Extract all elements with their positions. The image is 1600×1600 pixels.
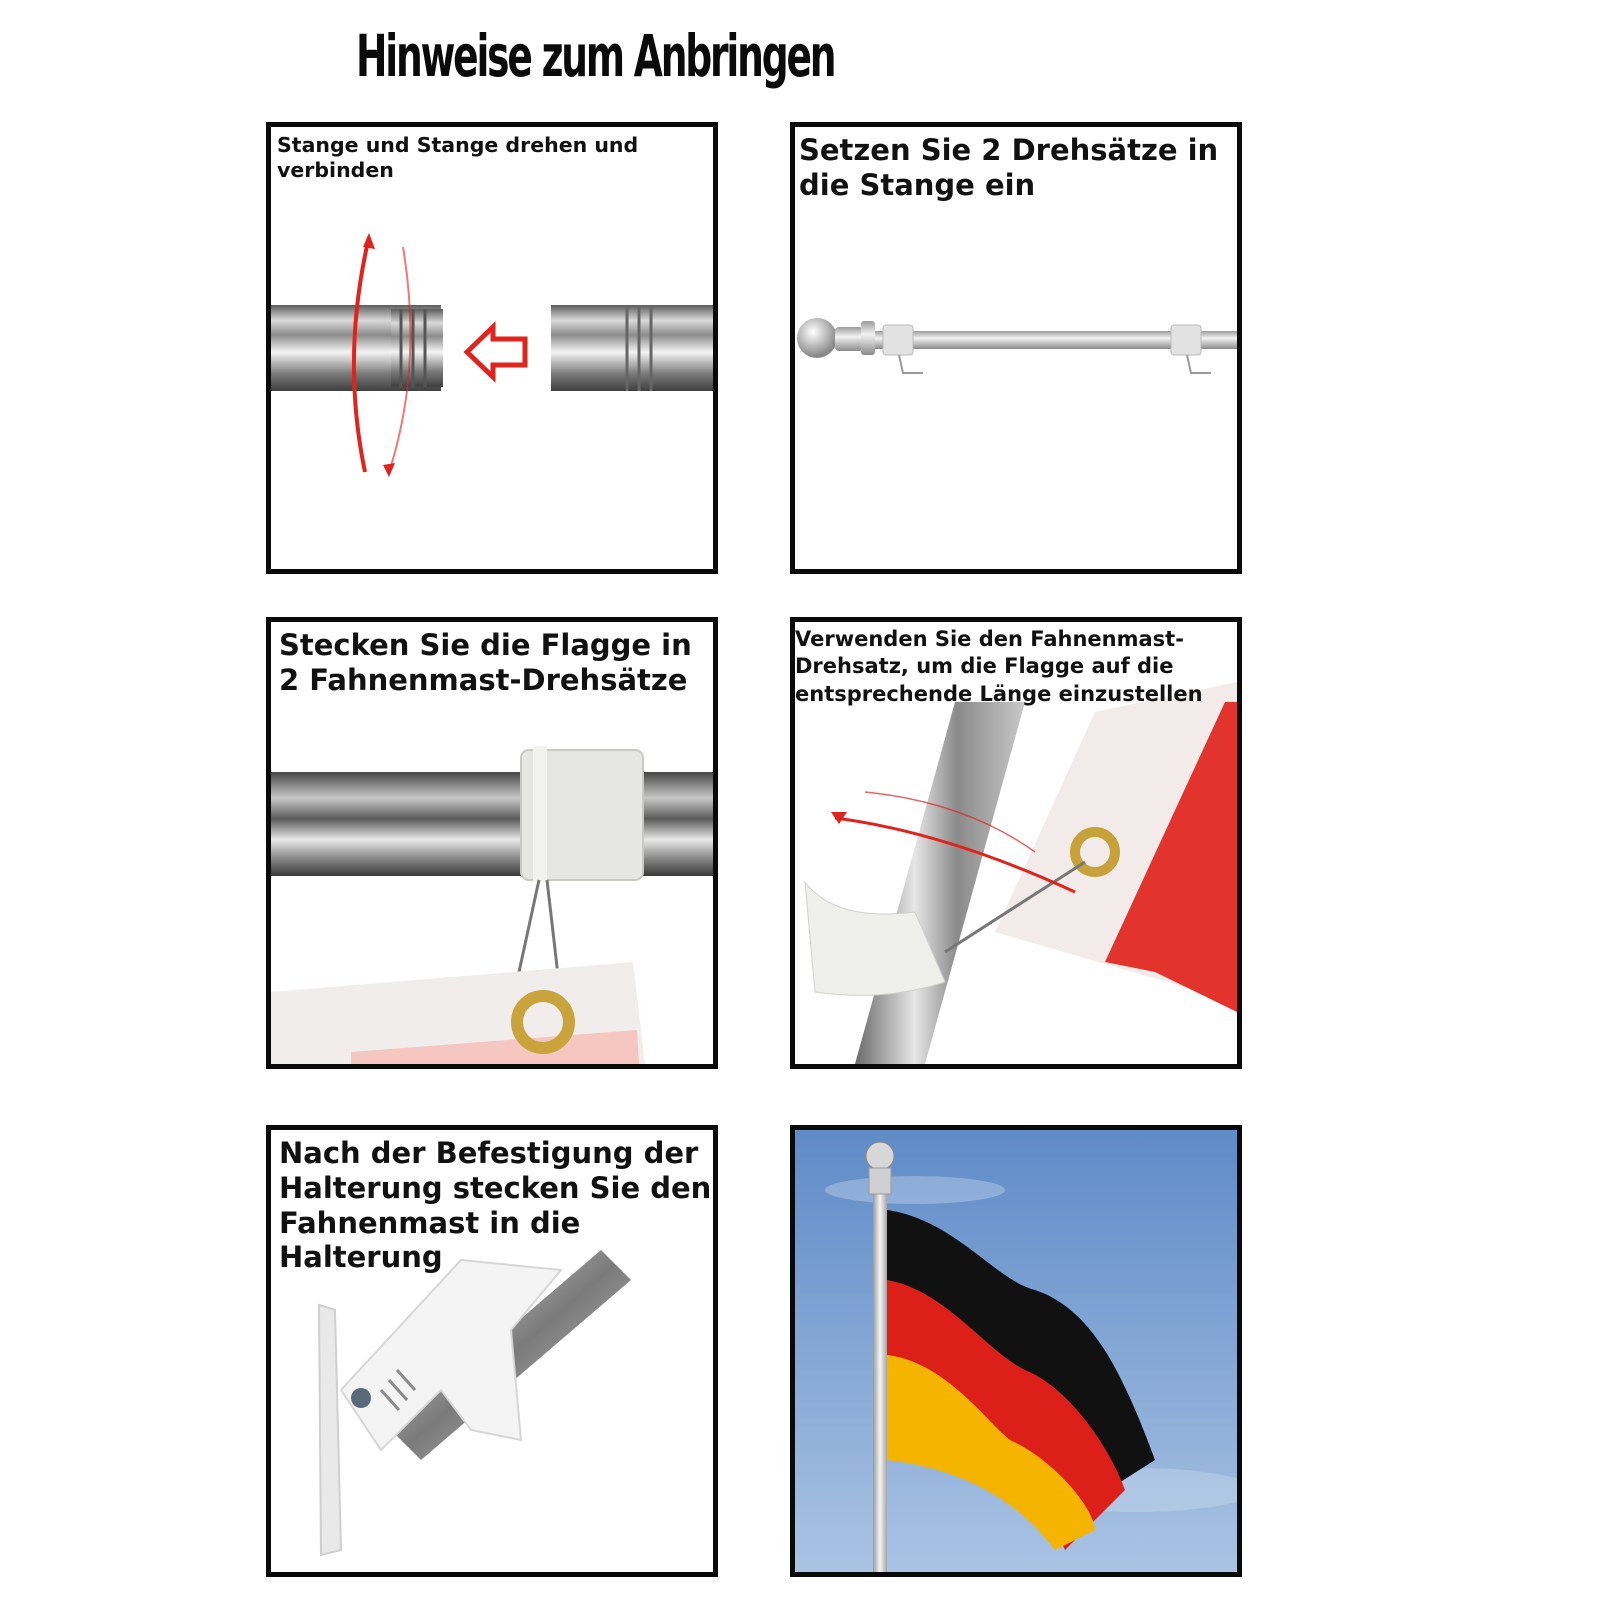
arrow-left-icon [467, 327, 525, 377]
step-1-caption: Stange und Stange drehen und verbinden [277, 133, 639, 182]
step-3-caption: Stecken Sie die Flagge in 2 Fahnenmast-Drehsätze [279, 628, 692, 697]
step-4-caption: Verwenden Sie den Fahnenmast-Drehsatz, um die Flagge auf die entsprechende Länge einzustellen [795, 627, 1203, 706]
step-5-panel [266, 1125, 718, 1577]
step-4-panel [790, 617, 1242, 1069]
step-1-panel [266, 122, 718, 574]
step-2-panel [790, 122, 1242, 574]
step-3-panel [266, 617, 718, 1069]
german-flag-photo [795, 1130, 1237, 1572]
step-2-caption: Setzen Sie 2 Drehsätze in die Stange ein [799, 133, 1219, 202]
pole-sections-image [271, 127, 713, 569]
page-title: Hinweise zum Anbringen [356, 22, 835, 90]
step-6-panel [790, 1125, 1242, 1577]
step-5-caption: Nach der Befestigung der Halterung stecken Sie den Fahnenmast in die Halterung [279, 1136, 712, 1275]
